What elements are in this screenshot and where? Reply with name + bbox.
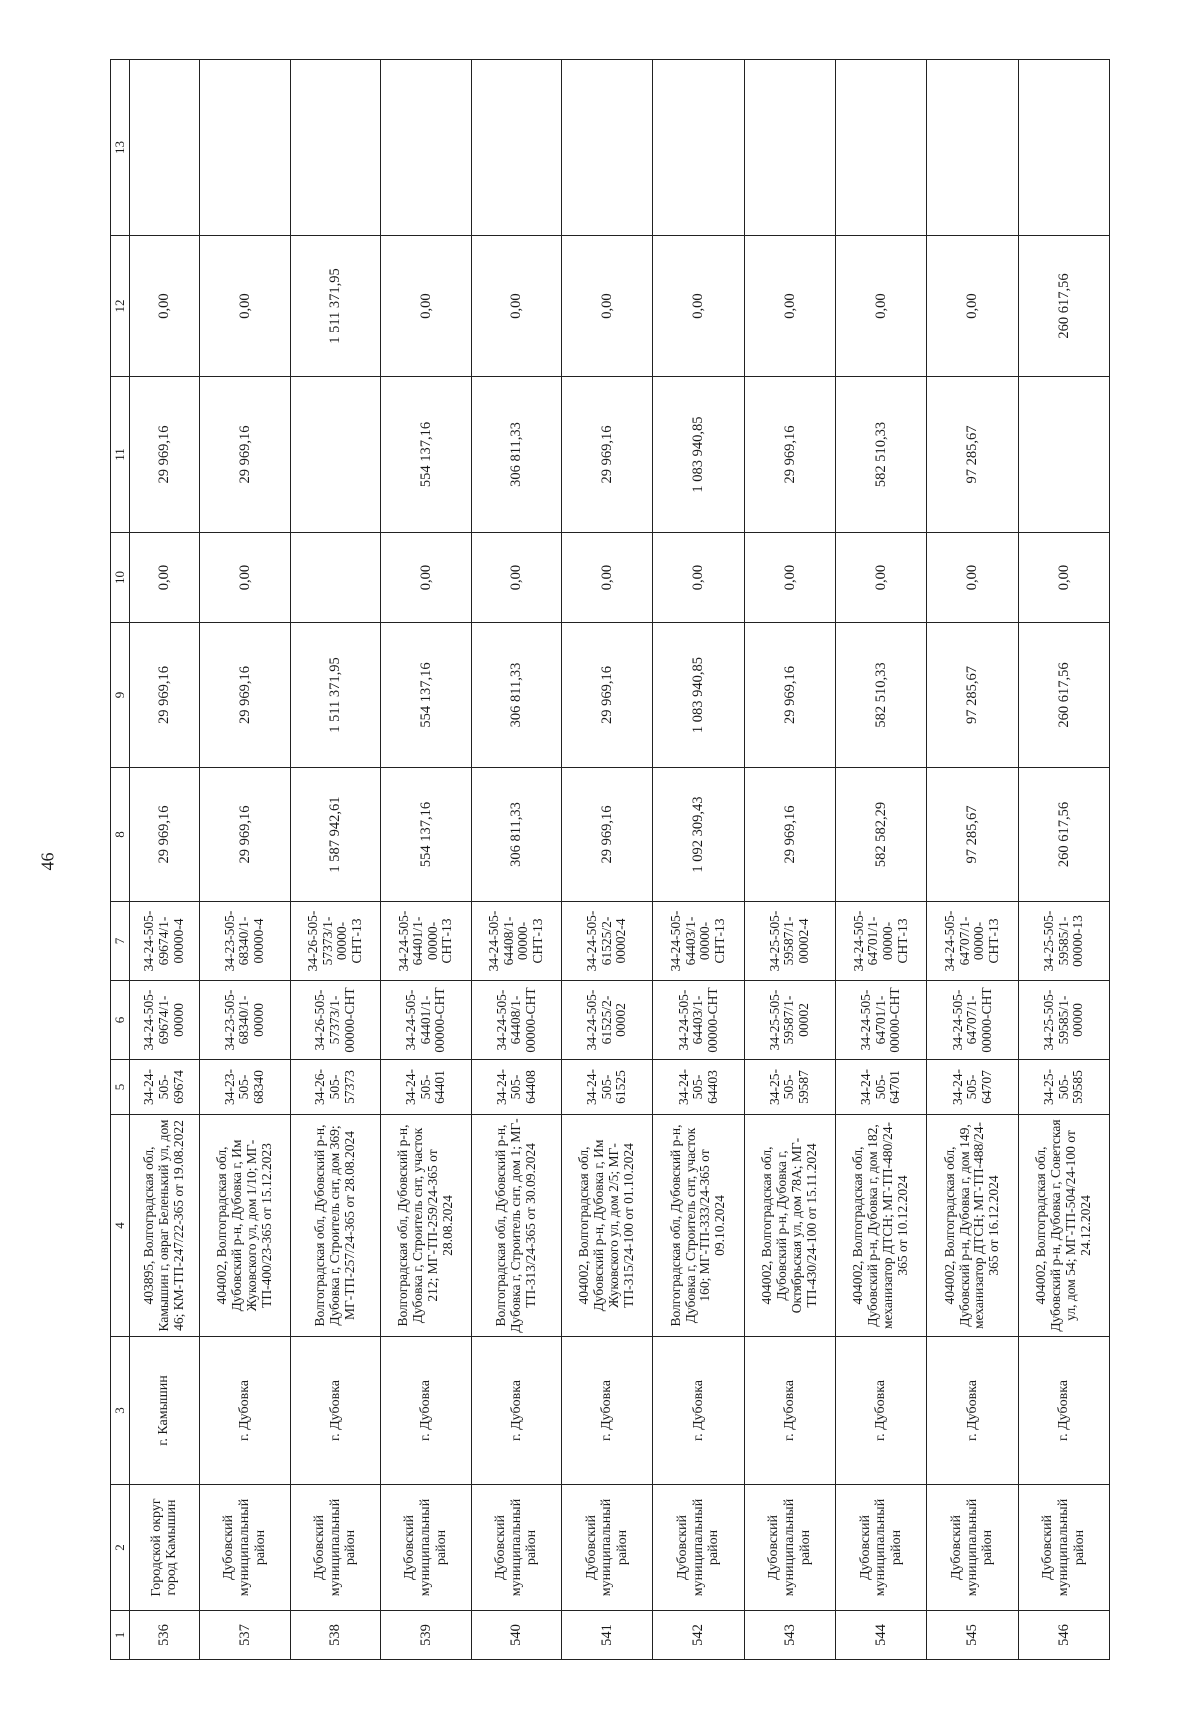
column-header: 7	[111, 902, 130, 981]
object-code-cell: 34-24-505-64408	[472, 1060, 562, 1115]
amount-col12-cell: 0,00	[472, 236, 562, 377]
amount-col8-cell: 1 587 942,61	[290, 768, 380, 902]
amount-col9-cell: 1 511 371,95	[290, 623, 380, 768]
network-code-cell: 34-24-505-64707/1-00000-СНТ-13	[927, 902, 1018, 981]
table-row	[472, 60, 562, 1660]
address-cell: 404002, Волгоградская обл, Дубовский р-н, Дубовка г, Им Жуковского ул, дом 2/5; МГ-ТП-315/24-100 от 01.10.2024	[561, 1115, 652, 1337]
amount-col9-cell: 582 510,33	[835, 623, 926, 768]
amount-col11-cell: 582 510,33	[835, 377, 926, 533]
settlement-cell: г. Дубовка	[199, 1337, 290, 1485]
settlement-cell: г. Дубовка	[380, 1337, 471, 1485]
amount-col8-cell: 97 285,67	[927, 768, 1018, 902]
municipality-cell: Дубовский муниципальный район	[199, 1485, 290, 1611]
row-number-cell: 536	[130, 1611, 200, 1660]
network-code-cell: 34-24-505-64401/1-00000-СНТ-13	[380, 902, 471, 981]
address-cell: 404002, Волгоградская обл, Дубовский р-н, Дубовка г, Советская ул, дом 54; МГ-ТП-504/24-100 от 24.12.2024	[1018, 1115, 1109, 1337]
table-row	[561, 60, 652, 1660]
amount-col11-cell: 306 811,33	[472, 377, 562, 533]
object-code-cell: 34-24-505-64401	[380, 1060, 471, 1115]
object-code-cell: 34-24-505-64403	[653, 1060, 744, 1115]
municipality-cell: Городской округ город Камышин	[130, 1485, 200, 1611]
amount-col8-cell: 306 811,33	[472, 768, 562, 902]
table-row	[835, 60, 926, 1660]
amount-col9-cell: 554 137,16	[380, 623, 471, 768]
amount-col8-cell: 1 092 309,43	[653, 768, 744, 902]
amount-col12-cell: 0,00	[835, 236, 926, 377]
column-header: 10	[111, 533, 130, 623]
row-number-cell: 540	[472, 1611, 562, 1660]
row-number-cell: 546	[1018, 1611, 1109, 1660]
municipality-cell: Дубовский муниципальный район	[380, 1485, 471, 1611]
amount-col10-cell	[290, 533, 380, 623]
settlement-cell: г. Дубовка	[653, 1337, 744, 1485]
amount-col11-cell: 29 969,16	[561, 377, 652, 533]
column-header: 13	[111, 60, 130, 236]
amount-col8-cell: 29 969,16	[199, 768, 290, 902]
network-code-cell: 34-23-505-68340/1-00000-4	[199, 902, 290, 981]
column-header: 6	[111, 981, 130, 1060]
column-header: 3	[111, 1337, 130, 1485]
municipality-cell: Дубовский муниципальный район	[744, 1485, 835, 1611]
amount-col9-cell: 97 285,67	[927, 623, 1018, 768]
amount-col10-cell: 0,00	[835, 533, 926, 623]
column-header: 8	[111, 768, 130, 902]
col13-cell	[835, 60, 926, 236]
network-code-cell: 34-24-505-64403/1-00000-СНТ-13	[653, 902, 744, 981]
sub-object-code-cell: 34-26-505-57373/1-00000-СНТ	[290, 981, 380, 1060]
address-cell: Волгоградская обл, Дубовский р-н, Дубовка г, Строитель снт, участок 160; МГ-ТП-333/24-365 от 09.10.2024	[653, 1115, 744, 1337]
col13-cell	[561, 60, 652, 236]
amount-col9-cell: 29 969,16	[199, 623, 290, 768]
settlement-cell: г. Дубовка	[835, 1337, 926, 1485]
amount-col10-cell: 0,00	[927, 533, 1018, 623]
col13-cell	[199, 60, 290, 236]
settlement-cell: г. Дубовка	[1018, 1337, 1109, 1485]
municipality-cell: Дубовский муниципальный район	[653, 1485, 744, 1611]
amount-col11-cell: 554 137,16	[380, 377, 471, 533]
amount-col9-cell: 29 969,16	[130, 623, 200, 768]
network-code-cell: 34-24-505-69674/1-00000-4	[130, 902, 200, 981]
municipality-cell: Дубовский муниципальный район	[927, 1485, 1018, 1611]
address-cell: Волгоградская обл, Дубовский р-н, Дубовка г, Строитель снт, дом 369; МГ-ТП-257/24-365 от 28.08.2024	[290, 1115, 380, 1337]
col13-cell	[130, 60, 200, 236]
network-code-cell: 34-24-505-61525/2-00002-4	[561, 902, 652, 981]
object-code-cell: 34-24-505-64701	[835, 1060, 926, 1115]
settlement-cell: г. Дубовка	[744, 1337, 835, 1485]
column-header: 4	[111, 1115, 130, 1337]
table-row	[744, 60, 835, 1660]
amount-col11-cell	[1018, 377, 1109, 533]
column-header: 11	[111, 377, 130, 533]
amount-col12-cell: 1 511 371,95	[290, 236, 380, 377]
col13-cell	[380, 60, 471, 236]
amount-col10-cell: 0,00	[130, 533, 200, 623]
network-code-cell: 34-24-505-64701/1-00000-СНТ-13	[835, 902, 926, 981]
municipality-cell: Дубовский муниципальный район	[835, 1485, 926, 1611]
network-code-cell: 34-25-505-59585/1-00000-13	[1018, 902, 1109, 981]
amount-col10-cell: 0,00	[380, 533, 471, 623]
row-number-cell: 538	[290, 1611, 380, 1660]
row-number-cell: 541	[561, 1611, 652, 1660]
amount-col10-cell: 0,00	[744, 533, 835, 623]
amount-col10-cell: 0,00	[1018, 533, 1109, 623]
col13-cell	[653, 60, 744, 236]
amount-col12-cell: 0,00	[927, 236, 1018, 377]
col13-cell	[744, 60, 835, 236]
object-code-cell: 34-26-505-57373	[290, 1060, 380, 1115]
col13-cell	[290, 60, 380, 236]
col13-cell	[927, 60, 1018, 236]
amount-col8-cell: 582 582,29	[835, 768, 926, 902]
amount-col9-cell: 260 617,56	[1018, 623, 1109, 768]
column-header: 12	[111, 236, 130, 377]
sub-object-code-cell: 34-23-505-68340/1-00000	[199, 981, 290, 1060]
object-code-cell: 34-23-505-68340	[199, 1060, 290, 1115]
network-code-cell: 34-25-505-59587/1-00002-4	[744, 902, 835, 981]
amount-col12-cell: 0,00	[744, 236, 835, 377]
table-row	[653, 60, 744, 1660]
amount-col8-cell: 29 969,16	[561, 768, 652, 902]
address-cell: 404002, Волгоградская обл, Дубовский р-н, Дубовка г, Октябрьская ул, дом 78А; МГ-ТП-430/24-100 от 15.11.2024	[744, 1115, 835, 1337]
network-code-cell: 34-24-505-64408/1-00000-СНТ-13	[472, 902, 562, 981]
address-cell: 404002, Волгоградская обл, Дубовский р-н, Дубовка г, Им Жуковского ул, дом 1/10; МГ-ТП-400/23-365 от 15.12.2023	[199, 1115, 290, 1337]
address-cell: Волгоградская обл, Дубовский р-н, Дубовка г, Строитель снт, дом 1; МГ-ТП-313/24-365 от 30.09.2024	[472, 1115, 562, 1337]
col13-cell	[1018, 60, 1109, 236]
address-cell: 404002, Волгоградская обл, Дубовский р-н, Дубовка г, дом 182, механизатор ДТСН; МГ-ТП-480/24-365 от 10.12.2024	[835, 1115, 926, 1337]
row-number-cell: 537	[199, 1611, 290, 1660]
amount-col8-cell: 29 969,16	[744, 768, 835, 902]
sub-object-code-cell: 34-24-505-64403/1-00000-СНТ	[653, 981, 744, 1060]
settlement-cell: г. Камышин	[130, 1337, 200, 1485]
amount-col12-cell: 0,00	[653, 236, 744, 377]
settlement-cell: г. Дубовка	[290, 1337, 380, 1485]
address-cell: 403895, Волгоградская обл, Камышин г, овраг Беленький ул, дом 46; КМ-ТП-247/22-365 от 19.08.2022	[130, 1115, 200, 1337]
object-code-cell: 34-25-505-59585	[1018, 1060, 1109, 1115]
row-number-cell: 544	[835, 1611, 926, 1660]
amount-col12-cell: 0,00	[380, 236, 471, 377]
column-header: 9	[111, 623, 130, 768]
object-code-cell: 34-24-505-64707	[927, 1060, 1018, 1115]
amount-col11-cell	[290, 377, 380, 533]
amount-col11-cell: 29 969,16	[744, 377, 835, 533]
municipality-cell: Дубовский муниципальный район	[1018, 1485, 1109, 1611]
table-row	[199, 60, 290, 1660]
object-code-cell: 34-24-505-69674	[130, 1060, 200, 1115]
sub-object-code-cell: 34-25-505-59585/1-00000	[1018, 981, 1109, 1060]
registry-table	[110, 59, 1110, 1660]
amount-col10-cell: 0,00	[472, 533, 562, 623]
page-number-text: 46	[37, 852, 58, 870]
sub-object-code-cell: 34-24-505-64707/1-00000-СНТ	[927, 981, 1018, 1060]
settlement-cell: г. Дубовка	[472, 1337, 562, 1485]
row-number-cell: 545	[927, 1611, 1018, 1660]
sub-object-code-cell: 34-24-505-64401/1-00000-СНТ	[380, 981, 471, 1060]
municipality-cell: Дубовский муниципальный район	[561, 1485, 652, 1611]
row-number-cell: 542	[653, 1611, 744, 1660]
amount-col11-cell: 29 969,16	[130, 377, 200, 533]
amount-col9-cell: 29 969,16	[744, 623, 835, 768]
amount-col12-cell: 0,00	[130, 236, 200, 377]
sub-object-code-cell: 34-24-505-64701/1-00000-СНТ	[835, 981, 926, 1060]
amount-col9-cell: 29 969,16	[561, 623, 652, 768]
amount-col10-cell: 0,00	[561, 533, 652, 623]
sub-object-code-cell: 34-25-505-59587/1-00002	[744, 981, 835, 1060]
amount-col12-cell: 260 617,56	[1018, 236, 1109, 377]
amount-col10-cell: 0,00	[199, 533, 290, 623]
amount-col12-cell: 0,00	[561, 236, 652, 377]
page-number	[37, 836, 58, 886]
column-number-row	[111, 60, 130, 1660]
municipality-cell: Дубовский муниципальный район	[472, 1485, 562, 1611]
column-header: 5	[111, 1060, 130, 1115]
table-row	[927, 60, 1018, 1660]
sub-object-code-cell: 34-24-505-64408/1-00000-СНТ	[472, 981, 562, 1060]
address-cell: 404002, Волгоградская обл, Дубовский р-н, Дубовка г, дом 149, механизатор ДТСН; МГ-ТП-488/24-365 от 16.12.2024	[927, 1115, 1018, 1337]
col13-cell	[472, 60, 562, 236]
settlement-cell: г. Дубовка	[927, 1337, 1018, 1485]
amount-col9-cell: 306 811,33	[472, 623, 562, 768]
amount-col11-cell: 1 083 940,85	[653, 377, 744, 533]
address-cell: Волгоградская обл, Дубовский р-н, Дубовка г, Строитель снт, участок 212; МГ-ТП-259/24-365 от 28.08.2024	[380, 1115, 471, 1337]
object-code-cell: 34-25-505-59587	[744, 1060, 835, 1115]
amount-col8-cell: 554 137,16	[380, 768, 471, 902]
table-container	[110, 60, 1110, 1660]
table-row	[380, 60, 471, 1660]
municipality-cell: Дубовский муниципальный район	[290, 1485, 380, 1611]
table-row	[290, 60, 380, 1660]
column-header: 2	[111, 1485, 130, 1611]
row-number-cell: 543	[744, 1611, 835, 1660]
amount-col8-cell: 29 969,16	[130, 768, 200, 902]
settlement-cell: г. Дубовка	[561, 1337, 652, 1485]
table-row	[130, 60, 200, 1660]
table-row	[1018, 60, 1109, 1660]
sub-object-code-cell: 34-24-505-69674/1-00000	[130, 981, 200, 1060]
amount-col11-cell: 97 285,67	[927, 377, 1018, 533]
network-code-cell: 34-26-505-57373/1-00000-СНТ-13	[290, 902, 380, 981]
row-number-cell: 539	[380, 1611, 471, 1660]
amount-col9-cell: 1 083 940,85	[653, 623, 744, 768]
amount-col8-cell: 260 617,56	[1018, 768, 1109, 902]
column-header: 1	[111, 1611, 130, 1660]
amount-col10-cell: 0,00	[653, 533, 744, 623]
amount-col11-cell: 29 969,16	[199, 377, 290, 533]
amount-col12-cell: 0,00	[199, 236, 290, 377]
sub-object-code-cell: 34-24-505-61525/2-00002	[561, 981, 652, 1060]
object-code-cell: 34-24-505-61525	[561, 1060, 652, 1115]
